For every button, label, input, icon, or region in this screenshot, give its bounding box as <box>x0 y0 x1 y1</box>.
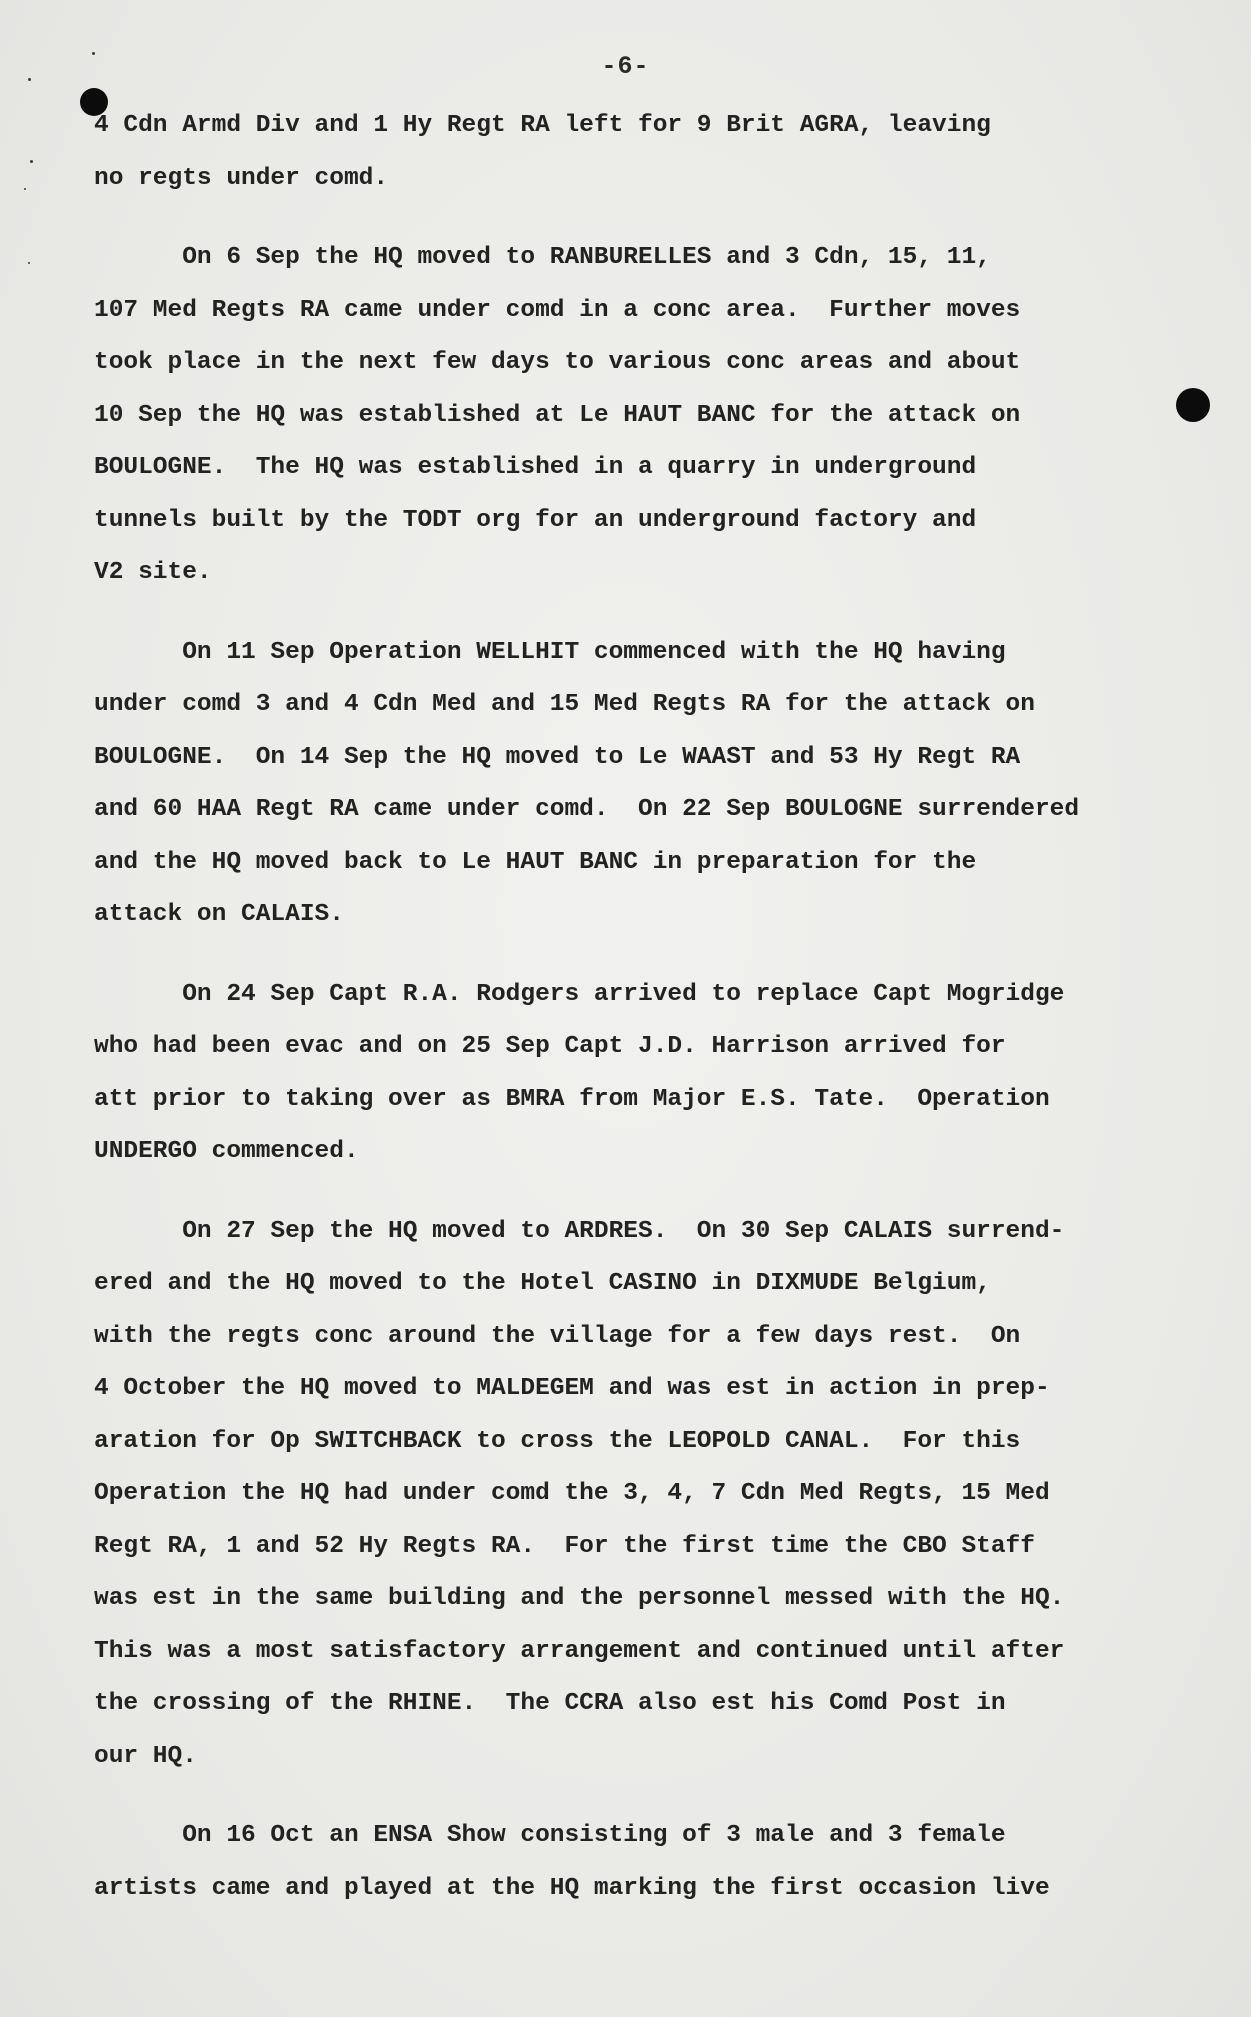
speck <box>28 262 30 264</box>
paragraph-5 <box>94 1206 1204 1784</box>
text-line: On 16 Oct an ENSA Show consisting of 3 male and 3 female <box>94 1822 1006 1849</box>
text-line: 107 Med Regts RA came under comd in a conc area. Further moves <box>94 296 1021 324</box>
paragraph-4 <box>94 969 1204 1179</box>
text-line: the crossing of the RHINE. The CCRA also est his Comd Post in <box>94 1690 1006 1717</box>
text-line: 4 October the HQ moved to MALDEGEM and was est in action in prep- <box>94 1375 1050 1402</box>
text-line: Regt RA, 1 and 52 Hy Regts RA. For the first time the CBO Staff <box>94 1532 1035 1560</box>
text-line: attack on CALAIS. <box>94 901 344 928</box>
text-line: under comd 3 and 4 Cdn Med and 15 Med Regts RA for the attack on <box>94 691 1035 718</box>
text-line: V2 site. <box>94 559 212 586</box>
speck <box>24 188 26 190</box>
text-line: and 60 HAA Regt RA came under comd. On 22 Sep BOULOGNE surrendered <box>94 796 1080 823</box>
text-line: UNDERGO commenced. <box>94 1138 359 1165</box>
text-line: was est in the same building and the personnel messed with the HQ. <box>94 1585 1065 1612</box>
page-number: -6- <box>601 52 650 81</box>
text-line: BOULOGNE. On 14 Sep the HQ moved to Le WAAST and 53 Hy Regt RA <box>94 743 1021 771</box>
text-line: att prior to taking over as BMRA from Major E.S. Tate. Operation <box>94 1085 1050 1113</box>
text-line: tunnels built by the TODT org for an underground factory and <box>94 506 977 534</box>
text-line: took place in the next few days to various conc areas and about <box>94 349 1021 376</box>
text-line: aration for Op SWITCHBACK to cross the LEOPOLD CANAL. For this <box>94 1427 1021 1455</box>
text-line: On 6 Sep the HQ moved to RANBURELLES and 3 Cdn, 15, 11, <box>94 244 991 271</box>
text-line: who had been evac and on 25 Sep Capt J.D. Harrison arrived for <box>94 1033 1006 1060</box>
speck <box>30 160 33 163</box>
text-line: Operation the HQ had under comd the 3, 4, 7 Cdn Med Regts, 15 Med <box>94 1480 1050 1507</box>
text-line: ered and the HQ moved to the Hotel CASINO in DIXMUDE Belgium, <box>94 1270 991 1297</box>
text-line: BOULOGNE. The HQ was established in a quarry in underground <box>94 454 977 481</box>
text-line: no regts under comd. <box>94 164 389 192</box>
paragraph-2 <box>94 232 1204 600</box>
paragraph-1 <box>94 100 1204 205</box>
document-body <box>94 100 1204 1942</box>
paragraph-6 <box>94 1810 1204 1915</box>
text-line: our HQ. <box>94 1742 197 1770</box>
text-line: This was a most satisfactory arrangement and continued until after <box>94 1637 1065 1665</box>
text-line: On 27 Sep the HQ moved to ARDRES. On 30 Sep CALAIS surrend- <box>94 1217 1065 1245</box>
paragraph-3 <box>94 627 1204 942</box>
text-line: 4 Cdn Armd Div and 1 Hy Regt RA left for 9 Brit AGRA, leaving <box>94 112 991 139</box>
text-line: artists came and played at the HQ marking the first occasion live <box>94 1874 1050 1902</box>
text-line: with the regts conc around the village for a few days rest. On <box>94 1322 1021 1350</box>
text-line: and the HQ moved back to Le HAUT BANC in preparation for the <box>94 848 977 876</box>
text-line: 10 Sep the HQ was established at Le HAUT BANC for the attack on <box>94 401 1021 429</box>
text-line: On 11 Sep Operation WELLHIT commenced with the HQ having <box>94 638 1006 666</box>
text-line: On 24 Sep Capt R.A. Rodgers arrived to replace Capt Mogridge <box>94 980 1065 1008</box>
